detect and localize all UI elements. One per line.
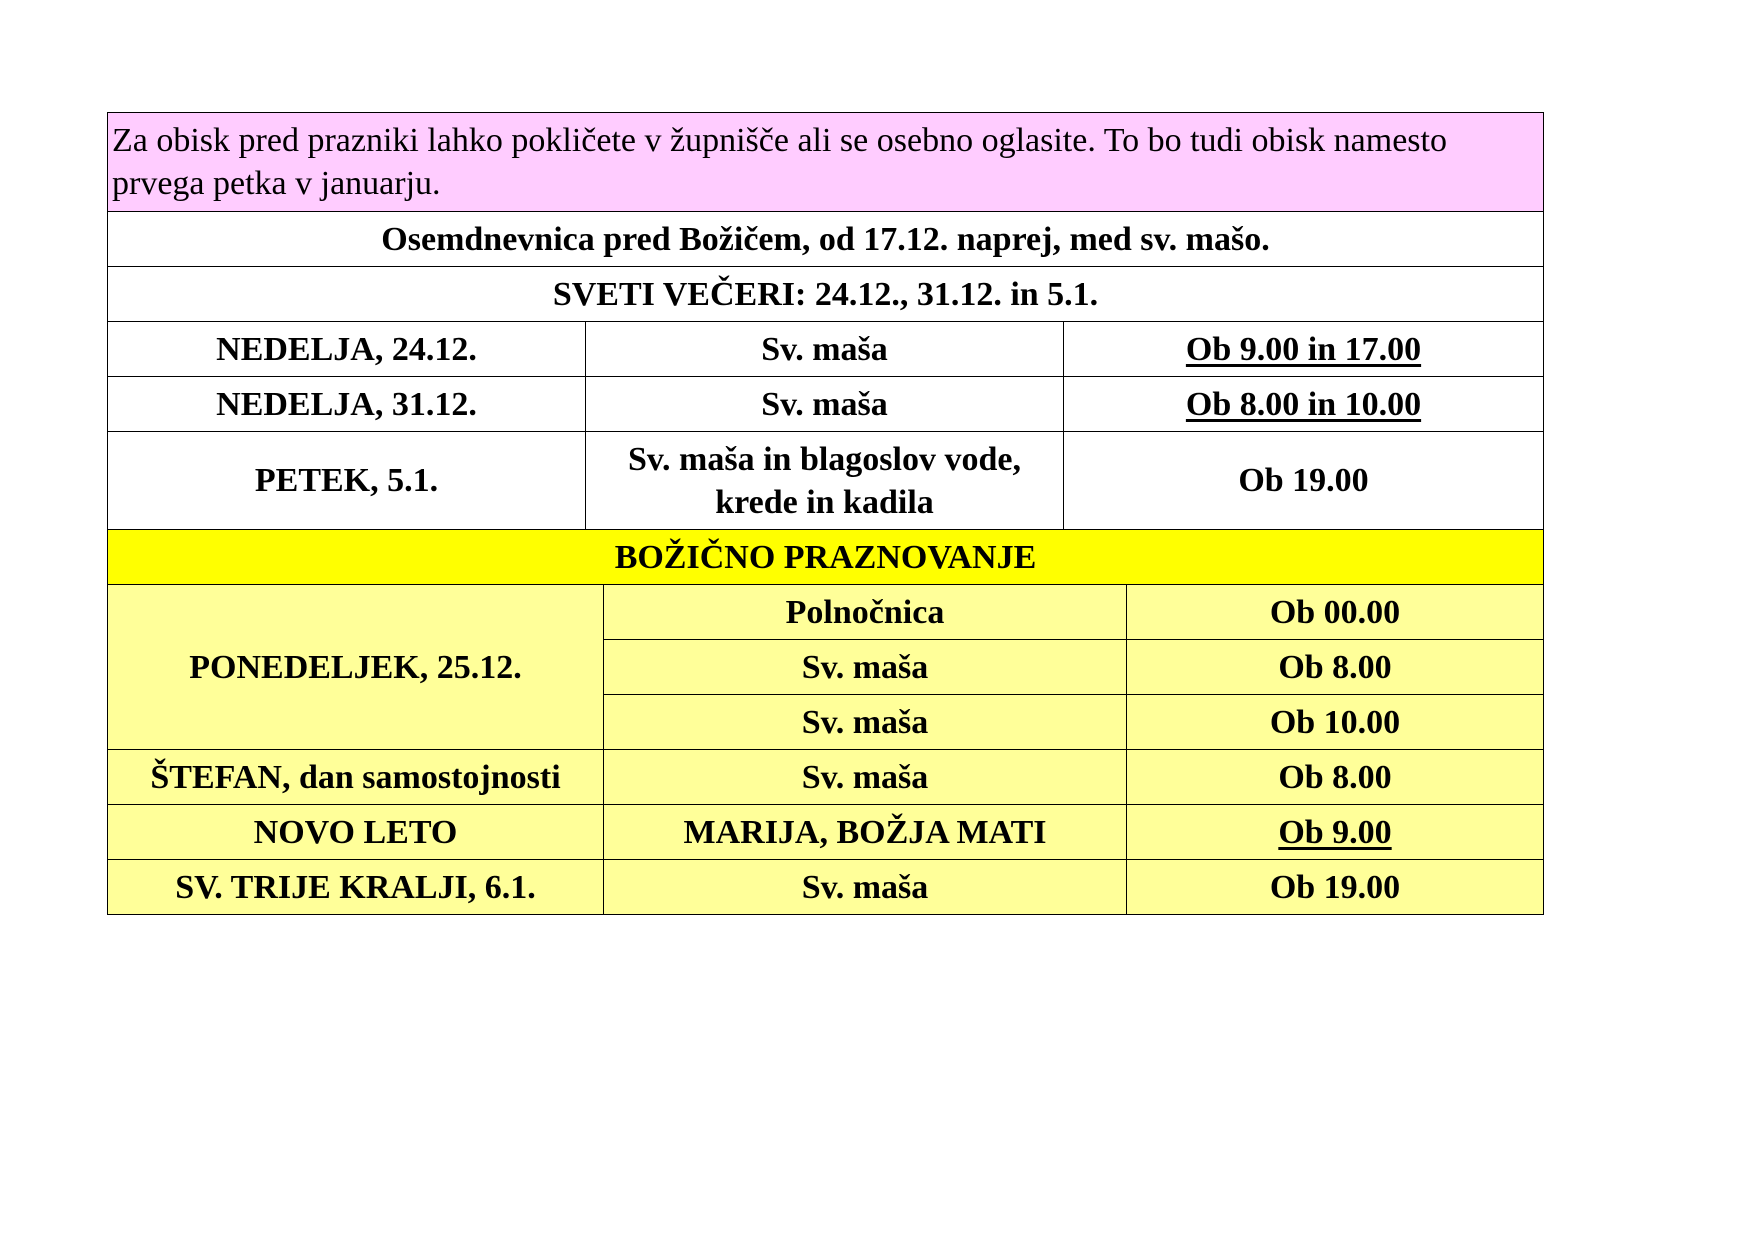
time-cell: Ob 19.00	[1127, 860, 1544, 915]
day-cell: SV. TRIJE KRALJI, 6.1.	[108, 860, 604, 915]
event-cell: Sv. maša	[604, 750, 1127, 805]
time-cell: Ob 00.00	[1127, 585, 1544, 640]
time-cell: Ob 19.00	[1064, 432, 1544, 530]
event-cell: MARIJA, BOŽJA MATI	[604, 805, 1127, 860]
time-cell: Ob 8.00	[1127, 750, 1544, 805]
event-cell: Sv. maša	[586, 322, 1064, 377]
visit-notice: Za obisk pred prazniki lahko pokličete v župnišče ali se osebno oglasite. To bo tudi obisk namesto prvega petka v januarju.	[108, 113, 1544, 212]
time-cell	[1127, 805, 1544, 860]
day-cell: PETEK, 5.1.	[108, 432, 586, 530]
time-value: Ob 8.00 in 10.00	[1185, 385, 1422, 423]
octave-row	[108, 212, 1544, 267]
schedule-row	[108, 322, 1544, 377]
christmas-row	[108, 805, 1544, 860]
holy-evenings-row	[108, 267, 1544, 322]
event-cell: Sv. maša	[586, 377, 1064, 432]
time-cell	[1064, 377, 1544, 432]
time-cell	[1064, 322, 1544, 377]
day-cell: NEDELJA, 31.12.	[108, 377, 586, 432]
time-value: Ob 9.00 in 17.00	[1185, 330, 1422, 368]
schedule-row	[108, 377, 1544, 432]
day-cell: NEDELJA, 24.12.	[108, 322, 586, 377]
holy-evenings-heading: SVETI VEČERI: 24.12., 31.12. in 5.1.	[108, 267, 1544, 322]
event-cell: Sv. maša	[604, 695, 1127, 750]
christmas-row	[108, 860, 1544, 915]
event-cell: Sv. maša	[604, 640, 1127, 695]
notice-row	[108, 113, 1544, 212]
christmas-heading: BOŽIČNO PRAZNOVANJE	[108, 530, 1544, 585]
time-cell: Ob 8.00	[1127, 640, 1544, 695]
christmas-header-row	[108, 530, 1544, 585]
schedule-row	[108, 432, 1544, 530]
event-cell: Sv. maša	[604, 860, 1127, 915]
day-cell: PONEDELJEK, 25.12.	[108, 585, 604, 750]
christmas-row	[108, 750, 1544, 805]
event-cell: Polnočnica	[604, 585, 1127, 640]
holiday-schedule-table	[107, 112, 1544, 915]
time-cell: Ob 10.00	[1127, 695, 1544, 750]
octave-heading: Osemdnevnica pred Božičem, od 17.12. naprej, med sv. mašo.	[108, 212, 1544, 267]
day-cell: ŠTEFAN, dan samostojnosti	[108, 750, 604, 805]
schedule-sheet	[107, 112, 1543, 915]
time-value: Ob 9.00	[1278, 813, 1392, 851]
event-cell: Sv. maša in blagoslov vode, krede in kadila	[586, 432, 1064, 530]
christmas-row	[108, 585, 1544, 640]
day-cell: NOVO LETO	[108, 805, 604, 860]
